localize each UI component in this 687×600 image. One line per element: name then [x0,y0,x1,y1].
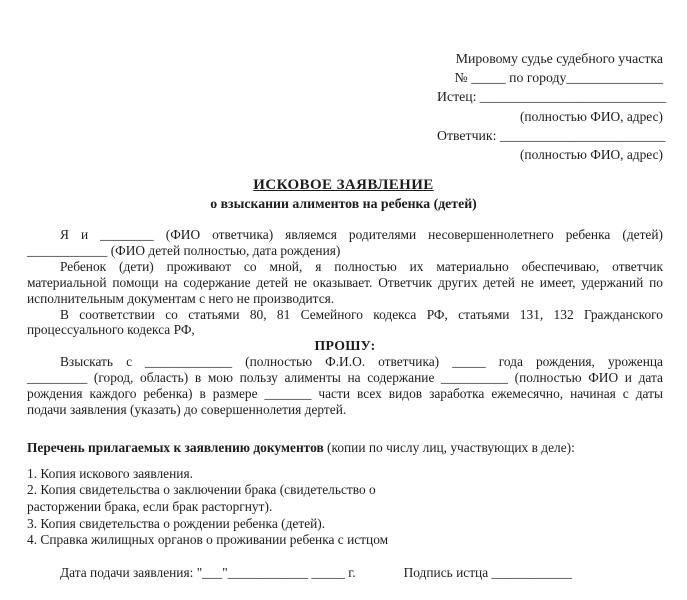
attachments-heading [27,440,663,456]
footer-row [27,565,663,581]
signature-line: Подпись истца ____________ [403,564,572,580]
attachment-item: 3. Копия свидетельства о рождении ребенка (детей). [27,515,326,531]
defendant-note: (полностью ФИО, адрес) [519,147,663,163]
attachments-heading-rest: (копии по числу лиц, участвующих в деле): [323,439,575,455]
paragraph-line: процессуального кодекса РФ, [27,322,195,338]
case-number-line: № _____ по городу______________ [454,70,663,86]
attachments-heading-bold: Перечень прилагаемых к заявлению документов [27,439,324,455]
paragraph-line: Ребенок (дети) проживают со мной, я полностью их материально обеспечиваю, ответчик [60,258,663,274]
paragraph-line: исполнительным документам с него не производится. [27,290,335,306]
title-block [0,177,687,212]
attachment-item: 2. Копия свидетельства о заключении брака (свидетельство о [27,482,376,498]
paragraph-line: рождения каждого ребенка) в размере _______ части всех видов заработка ежемесячно, начиная с даты [27,386,663,402]
paragraph-line: ____________ (ФИО детей полностью, дата рождения) [27,242,341,258]
attachment-item: 4. Справка жилищных органов о проживании ребенка с истцом [27,532,389,548]
paragraph-line: материальной помощи на содержание детей не оказывает. Ответчик других детей не имеет, удержаний по [27,274,663,290]
request-heading: ПРОШУ: [314,338,376,354]
court-header-block [437,49,667,164]
paragraph-line: подачи заявления (указать) до совершеннолетия дертей. [27,401,347,417]
defendant-line: Ответчик: ________________________ [437,127,666,143]
plaintiff-line: Истец: ___________________________ [437,89,667,105]
attachment-item: 1. Копия искового заявления. [27,465,193,481]
document-subtitle: о взыскании алиментов на ребенка (детей) [210,195,477,211]
paragraph-line: Взыскать с _____________ (полностью Ф.И.О. ответчика) _____ года рождения, уроженца [60,354,663,370]
attachment-item-continuation: расторжении брака, если брак расторгнут). [27,498,273,514]
paragraph-line: Я и ________ (ФИО ответчика) являемся родителями несовершеннолетнего ребенка (детей) [60,227,663,242]
paragraph-line: В соответствии со статьями 80, 81 Семейного кодекса РФ, статьями 131, 132 Гражданского [60,306,663,322]
document-title: ИСКОВОЕ ЗАЯВЛЕНИЕ [253,177,434,193]
plaintiff-note: (полностью ФИО, адрес) [519,108,663,124]
filing-date-line: Дата подачи заявления: "___"____________ _____ г. [60,564,356,580]
paragraph-line: _________ (город, область) в мою пользу алименты на содержание __________ (полностью ФИО и дата [27,370,663,386]
court-name-line: Мировому судье судебного участка [455,51,663,66]
document-body [27,227,663,581]
attachments-list [27,466,663,549]
